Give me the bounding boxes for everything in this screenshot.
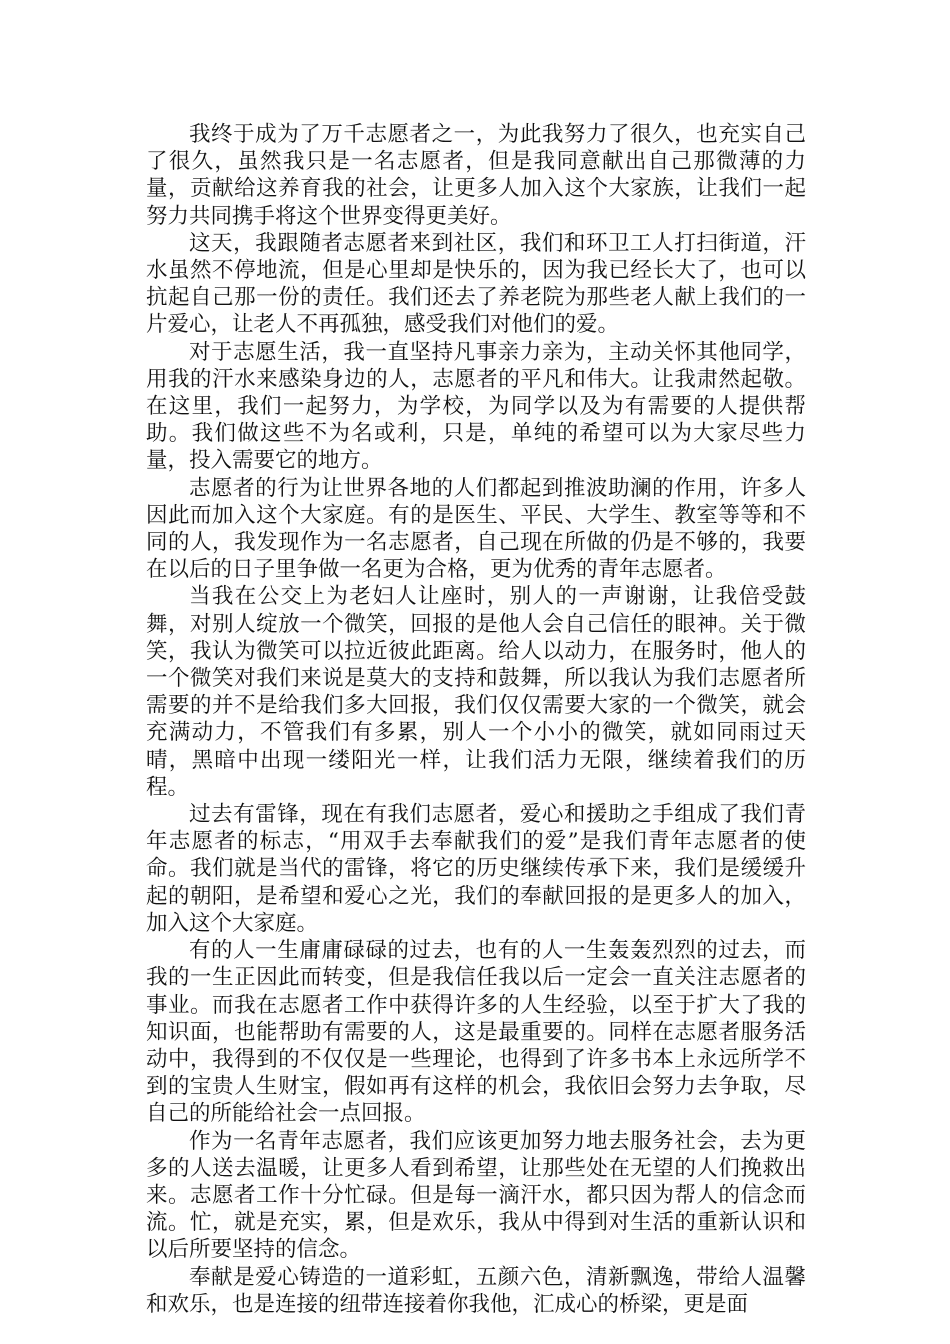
document-body	[146, 121, 806, 1318]
paragraph-2: 这天，我跟随者志愿者来到社区，我们和环卫工人打扫街道，汗水虽然不停地流，但是心里却是快乐的，因为我已经长大了，也可以抗起自己那一份的责任。我们还去了养老院为那些老人献上我们的一片爱心，让老人不再孤独，感受我们对他们的爱。	[146, 230, 806, 338]
paragraph-6: 过去有雷锋，现在有我们志愿者，爱心和援助之手组成了我们青年志愿者的标志，“用双手去奉献我们的爱”是我们青年志愿者的使命。我们就是当代的雷锋，将它的历史继续传承下来，我们是缓缓升起的朝阳，是希望和爱心之光，我们的奉献回报的是更多人的加入，加入这个大家庭。	[146, 802, 806, 936]
paragraph-7: 有的人一生庸庸碌碌的过去，也有的人一生轰轰烈烈的过去，而我的一生正因此而转变，但是我信任我以后一定会一直关注志愿者的事业。而我在志愿者工作中获得许多的人生经验，以至于扩大了我的知识面，也能帮助有需要的人，这是最重要的。同样在志愿者服务活动中，我得到的不仅仅是一些理论，也得到了许多书本上永远所学不到的宝贵人生财宝，假如再有这样的机会，我依旧会努力去争取，尽自己的所能给社会一点回报。	[146, 938, 806, 1127]
paragraph-4: 志愿者的行为让世界各地的人们都起到推波助澜的作用，许多人因此而加入这个大家庭。有的是医生、平民、大学生、教室等等和不同的人，我发现作为一名志愿者，自己现在所做的仍是不够的，我要在以后的日子里争做一名更为合格，更为优秀的青年志愿者。	[146, 475, 806, 583]
paragraph-5: 当我在公交上为老妇人让座时，别人的一声谢谢，让我倍受鼓舞，对别人绽放一个微笑，回报的是他人会自己信任的眼神。关于微笑，我认为微笑可以拉近彼此距离。给人以动力，在服务时，他人的一个微笑对我们来说是莫大的支持和鼓舞，所以我认为我们志愿者所需要的并不是给我们多大回报，我们仅仅需要大家的一个微笑，就会充满动力，不管我们有多累，别人一个小小的微笑，就如同雨过天晴，黑暗中出现一缕阳光一样，让我们活力无限，继续着我们的历程。	[146, 584, 806, 800]
paragraph-9: 奉献是爱心铸造的一道彩虹，五颜六色，清新飘逸，带给人温馨和欢乐，也是连接的纽带连接着你我他，汇成心的桥梁，更是面	[146, 1264, 806, 1317]
paragraph-1: 我终于成为了万千志愿者之一，为此我努力了很久，也充实自己了很久，虽然我只是一名志愿者，但是我同意献出自己那微薄的力量，贡献给这养育我的社会，让更多人加入这个大家族，让我们一起努力共同携手将这个世界变得更美好。	[146, 122, 806, 229]
paragraph-3: 对于志愿生活，我一直坚持凡事亲力亲为，主动关怀其他同学，用我的汗水来感染身边的人，志愿者的平凡和伟大。让我肃然起敬。在这里，我们一起努力，为学校，为同学以及为有需要的人提供帮助。我们做这些不为名或利，只是，单纯的希望可以为大家尽些力量，投入需要它的地方。	[146, 339, 806, 474]
paragraph-8: 作为一名青年志愿者，我们应该更加努力地去服务社会，去为更多的人送去温暖，让更多人看到希望，让那些处在无望的人们挽救出来。志愿者工作十分忙碌。但是每一滴汗水，都只因为帮人的信念而流。忙，就是充实，累，但是欢乐，我从中得到对生活的重新认识和以后所要坚持的信念。	[146, 1128, 806, 1263]
